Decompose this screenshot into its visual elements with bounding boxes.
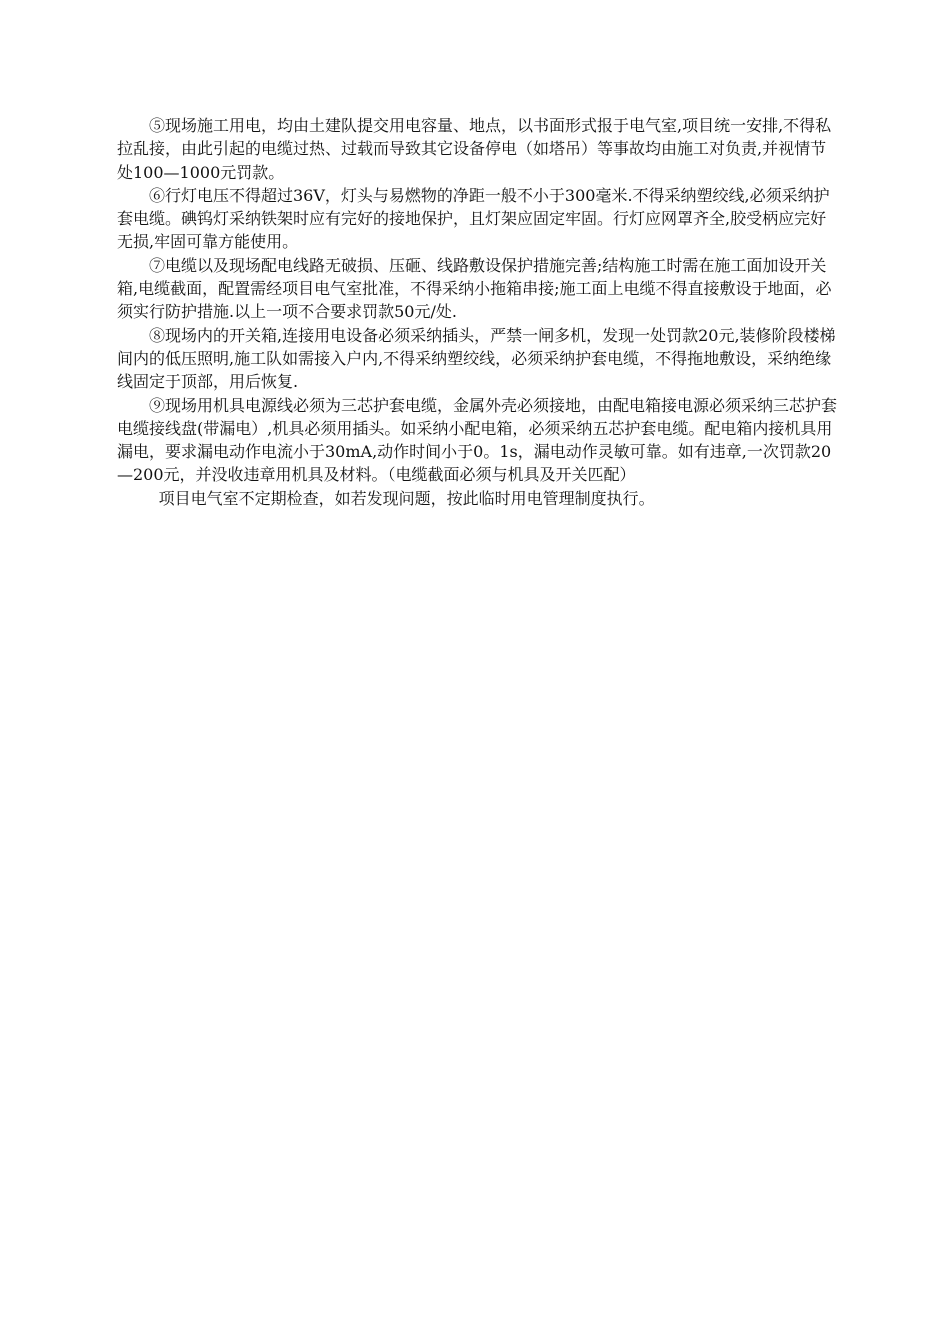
paragraph-item-5: ⑤现场施工用电，均由土建队提交用电容量、地点，以书面形式报于电气室,项目统一安排,不得私拉乱接，由此引起的电缆过热、过载而导致其它设备停电（如塔吊）等事故均由施工对负责,并视情节处100—1000元罚款。: [117, 116, 832, 182]
paragraph-item-6: ⑥行灯电压不得超过36V，灯头与易燃物的净距一般不小于300毫米.不得采纳塑绞线,必须采纳护套电缆。碘钨灯采纳铁架时应有完好的接地保护，且灯架应固定牢固。行灯应网罩齐全,胶受柄应完好无损,牢固可靠方能使用。: [117, 185, 830, 252]
paragraph-item-7: ⑦电缆以及现场配电线路无破损、压砸、线路敷设保护措施完善;结构施工时需在施工面加设开关箱,电缆截面，配置需经项目电气室批准，不得采纳小拖箱串接;施工面上电缆不得直接敷设于地面，必须实行防护措施.以上一项不合要求罚款50元/处.: [117, 255, 832, 322]
paragraph-item-9: ⑨现场用机具电源线必须为三芯护套电缆，金属外壳必须接地，由配电箱接电源必须采纳三芯护套电缆接线盘(带漏电）,机具必须用插头。如采纳小配电箱，必须采纳五芯护套电缆。配电箱内接机具用漏电，要求漏电动作电流小于30mA,动作时间小于0。1s，漏电动作灵敏可靠。如有违章,一次罚款20—200元，并没收违章用机具及材料。（电缆截面必须与机具及开关匹配）: [117, 395, 838, 485]
closing-paragraph: 项目电气室不定期检查，如若发现问题，按此临时用电管理制度执行。: [158, 488, 655, 508]
document-body: [117, 114, 842, 510]
paragraph-item-8: ⑧现场内的开关箱,连接用电设备必须采纳插头，严禁一闸多机，发现一处罚款20元,装修阶段楼梯间内的低压照明,施工队如需接入户内,不得采纳塑绞线，必须采纳护套电缆，不得拖地敷设，采纳绝缘线固定于顶部，用后恢复.: [117, 325, 836, 392]
